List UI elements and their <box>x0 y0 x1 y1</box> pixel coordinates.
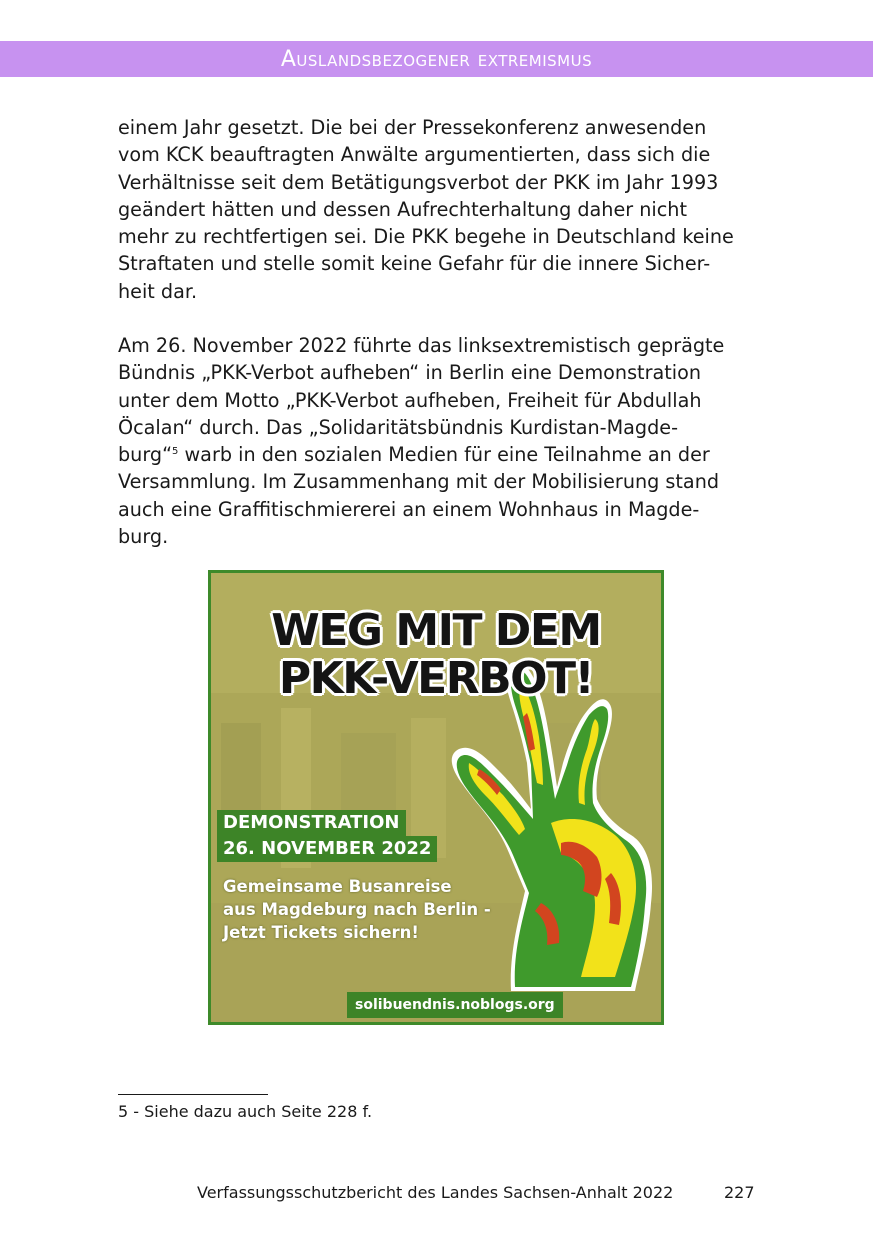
text-line: Am 26. November 2022 führte das linksextremistisch geprägte <box>118 334 725 357</box>
text-line: auch eine Graffitischmiererei an einem Wohnhaus in Magde- <box>118 497 700 521</box>
poster-url-label: solibuendnis.noblogs.org <box>347 992 563 1018</box>
poster-subtext-line: Gemeinsame Busanreise <box>223 877 452 896</box>
footnote-divider <box>118 1094 268 1095</box>
text-line: Verhältnisse seit dem Betätigungsverbot der PKK im Jahr 1993 <box>118 170 719 194</box>
text-line: unter dem Motto „PKK-Verbot aufheben, Freiheit für Abdullah <box>118 388 702 412</box>
text-line: Bündnis „PKK-Verbot aufheben“ in Berlin eine Demonstration <box>118 361 701 385</box>
page-number: 227 <box>724 1183 755 1202</box>
text-line: geändert hätten und dessen Aufrechterhaltung daher nicht <box>118 197 687 221</box>
text-line: vom KCK beauftragten Anwälte argumentierten, dass sich die <box>118 143 711 167</box>
poster-headline-line-2: PKK-VERBOT! <box>278 653 594 704</box>
text-line: heit dar. <box>118 279 198 303</box>
poster-date-tag: 26. NOVEMBER 2022 <box>217 836 437 862</box>
footnote-text: 5 - Siehe dazu auch Seite 228 f. <box>118 1102 373 1121</box>
text-line: mehr zu rechtfertigen sei. Die PKK begehe in Deutschland keine <box>118 225 734 249</box>
running-footer-title: Verfassungsschutzbericht des Landes Sachsen-Anhalt 2022 <box>197 1183 674 1202</box>
text-line: Versammlung. Im Zusammenhang mit der Mobilisierung stand <box>118 470 720 494</box>
text-line: Straftaten und stelle somit keine Gefahr für die innere Sicher- <box>118 252 711 276</box>
poster-subtext <box>223 875 491 944</box>
text-fragment: burg“ <box>118 443 173 467</box>
text-line: Öcalan“ durch. Das „Solidaritätsbündnis Kurdistan-Magde- <box>118 415 679 439</box>
poster-demonstration-tag: DEMONSTRATION <box>217 810 406 836</box>
text-fragment: warb in den sozialen Medien für eine Teilnahme an der <box>178 443 710 467</box>
demonstration-poster-image <box>208 570 664 1025</box>
body-paragraph-2 <box>118 332 758 550</box>
poster-headline <box>211 607 661 703</box>
poster-headline-line-1: WEG MIT DEM <box>271 605 601 656</box>
text-line: burg. <box>118 525 169 549</box>
body-paragraph-1 <box>118 114 758 305</box>
text-line: einem Jahr gesetzt. Die bei der Pressekonferenz anwesenden <box>118 116 707 139</box>
running-header-title: Auslandsbezogener extremismus <box>280 47 593 72</box>
footnote-reference: 5 <box>172 446 179 458</box>
text-line-with-footnote <box>118 441 758 468</box>
poster-subtext-line: Jetzt Tickets sichern! <box>223 923 419 942</box>
poster-subtext-line: aus Magdeburg nach Berlin - <box>223 900 491 919</box>
